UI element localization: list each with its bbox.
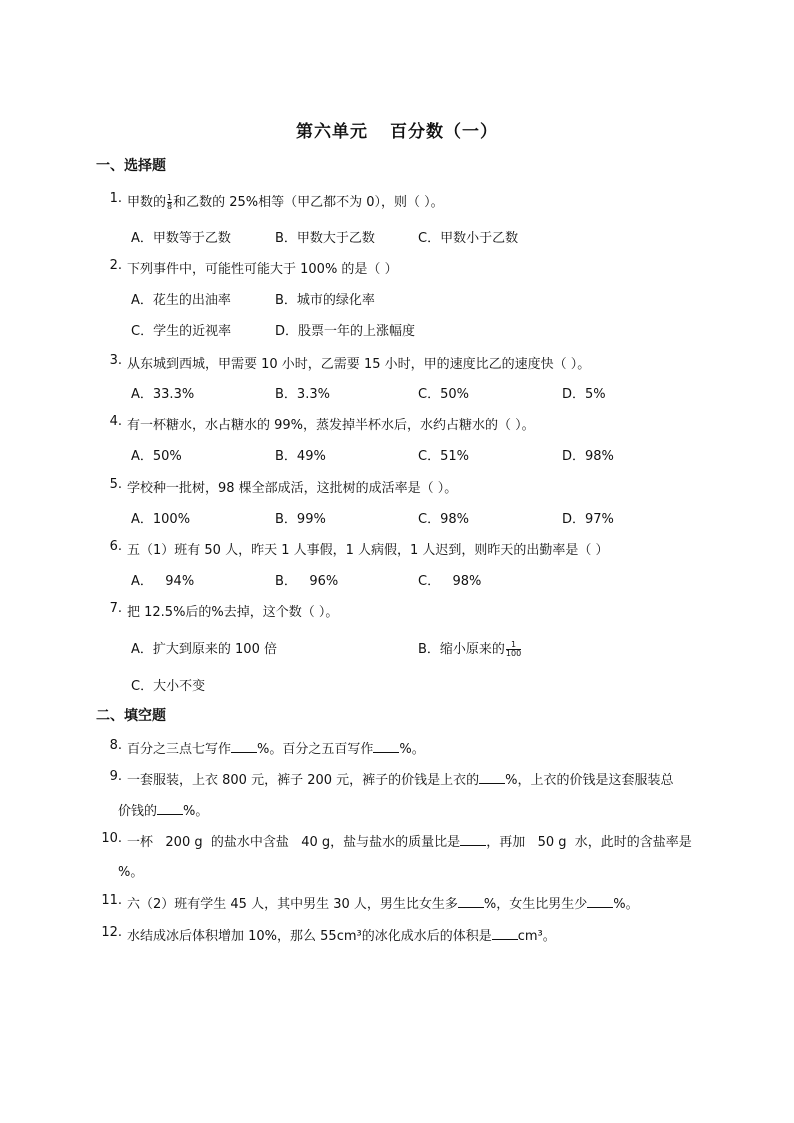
option-c: C．大小不变 (131, 679, 206, 694)
option-d: D．97% (562, 512, 614, 527)
option-c: C．51% (418, 449, 469, 464)
fraction: $\frac{1}{100}$ (505, 640, 522, 658)
title-main: 第六单元 (296, 122, 368, 142)
option-c: C．98% (418, 512, 469, 527)
option-b: B．49% (275, 449, 326, 464)
question-number: 7. (109, 601, 122, 616)
option-c: C．学生的近视率 (131, 324, 232, 339)
page-title (0, 117, 794, 142)
question-9-continued: 价钱的 %。 (118, 804, 209, 819)
question-text: 六（2）班有学生 45 人，其中男生 30 人，男生比女生多 %，女生比男生少 %。 (127, 897, 639, 912)
option-a: A．扩大到原来的 100 倍 (131, 642, 277, 657)
option-d: D．5% (562, 387, 606, 402)
option-a: A．花生的出油率 (131, 293, 231, 308)
option-c: C．甲数小于乙数 (418, 231, 519, 246)
option-a: A．甲数等于乙数 (131, 231, 231, 246)
answer-blank[interactable] (492, 927, 518, 940)
answer-blank[interactable] (373, 740, 399, 753)
option-a: A．33.3% (131, 387, 195, 402)
section-choice-heading: 一、选择题 (96, 158, 166, 174)
option-c: C．50% (418, 387, 469, 402)
question-number: 4. (109, 414, 122, 429)
question-text: 有一杯糖水，水占糖水的 99%，蒸发掉半杯水后，水约占糖水的（ ）。 (127, 418, 535, 433)
question-10-continued: %。 (118, 865, 144, 880)
question-text: 学校种一批树，98 棵全部成活，这批树的成活率是（ ）。 (127, 481, 458, 496)
question-number: 5. (109, 477, 122, 492)
question-text: 从东城到西城，甲需要 10 小时，乙需要 15 小时，甲的速度比乙的速度快（ ）。 (127, 357, 591, 372)
question-number: 6. (109, 539, 122, 554)
question-text: 水结成冰后体积增加 10%，那么 55cm³的冰化成水后的体积是 cm³。 (127, 929, 556, 944)
option-a: A． 94% (131, 574, 195, 589)
question-number: 3. (109, 353, 122, 368)
option-a: A．50% (131, 449, 182, 464)
question-text: 甲数的 $\frac{1}{8}$ 和乙数的 25%相等（甲乙都不为 0），则（ ）。 (127, 193, 444, 211)
question-number: 11. (101, 893, 122, 908)
answer-blank[interactable] (458, 895, 484, 908)
question-number: 12. (101, 925, 122, 940)
question-text: 百分之三点七写作 %。百分之五百写作 %。 (127, 742, 425, 757)
question-number: 2. (109, 258, 122, 273)
answer-blank[interactable] (587, 895, 613, 908)
question-number: 1. (109, 191, 122, 206)
answer-blank[interactable] (479, 771, 505, 784)
question-number: 9. (109, 769, 122, 784)
section-fill-heading: 二、填空题 (96, 708, 166, 724)
option-b: B．甲数大于乙数 (275, 231, 375, 246)
option-b: B．3.3% (275, 387, 330, 402)
option-b: B． 96% (275, 574, 339, 589)
answer-blank[interactable] (460, 833, 486, 846)
answer-blank[interactable] (231, 740, 257, 753)
option-b: B．缩小原来的 $\frac{1}{100}$ (418, 640, 522, 658)
fraction: $\frac{1}{8}$ (167, 193, 173, 211)
option-d: D．98% (562, 449, 614, 464)
option-c: C． 98% (418, 574, 482, 589)
answer-blank[interactable] (157, 802, 183, 815)
option-b: B．城市的绿化率 (275, 293, 375, 308)
option-d: D．股票一年的上涨幅度 (275, 324, 416, 339)
question-text: 五（1）班有 50 人，昨天 1 人事假，1 人病假，1 人迟到，则昨天的出勤率是（ ） (127, 543, 609, 558)
question-number: 8. (109, 738, 122, 753)
title-sub: 百分数（一） (390, 122, 498, 142)
question-number: 10. (101, 831, 122, 846)
question-text: 一杯 200 g 的盐水中含盐 40 g，盐与盐水的质量比是 ，再加 50 g 水，此时的含盐率是 (127, 835, 692, 850)
question-text: 把 12.5%后的%去掉，这个数（ ）。 (127, 605, 339, 620)
question-text: 一套服装，上衣 800 元，裤子 200 元，裤子的价钱是上衣的 %，上衣的价钱是这套服装总 (127, 773, 674, 788)
question-text: 下列事件中，可能性可能大于 100% 的是（ ） (127, 262, 398, 277)
option-b: B．99% (275, 512, 326, 527)
option-a: A．100% (131, 512, 191, 527)
